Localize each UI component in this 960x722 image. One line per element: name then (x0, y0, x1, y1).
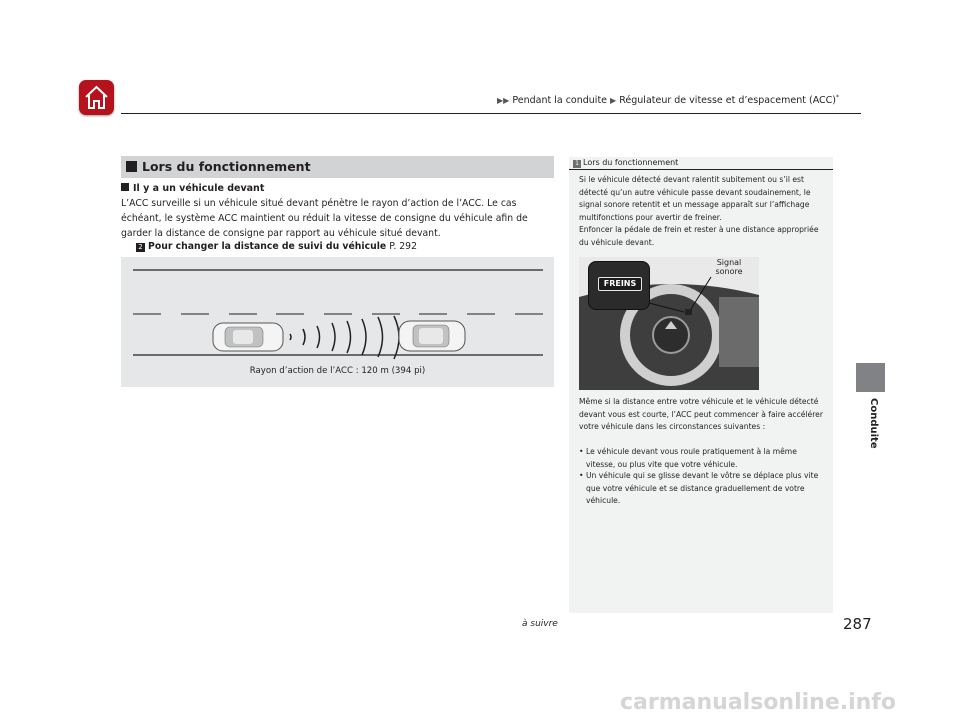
note-marker-icon: 1 (573, 160, 581, 168)
signal-callout: Signal sonore (715, 258, 743, 276)
breadcrumb-item-driving[interactable]: Pendant la conduite (512, 95, 608, 107)
reference-arrow-icon: 2 (136, 243, 145, 252)
lead-car-icon (399, 321, 465, 351)
sidebar-paragraph-1: Si le véhicule détecté devant ralentit subitement ou s’il est détecté qu’un autre véhicule passe devant soudainement, le signal sonore retentit et un message apparaît sur l’affichage multifonctions pour avertir de freiner. Enfoncer la pédale de frein et rester à une distance appropriée du véhicule devant. (579, 175, 819, 247)
own-car-icon (213, 323, 283, 351)
breadcrumb-arrow-icon: ▶▶ (497, 96, 510, 106)
continued-note: à suivre (522, 619, 558, 629)
asterisk: * (836, 94, 839, 101)
section-square-icon (126, 161, 137, 172)
acc-range-diagram (121, 257, 554, 387)
home-button[interactable] (79, 80, 114, 115)
sidebar-paragraph-2: Même si la distance entre votre véhicule et le véhicule détecté devant vous est courte, l’ACC peut commencer à faire accélérer votre véhicule dans les circonstances suivantes : (579, 397, 823, 432)
breadcrumb (497, 94, 839, 106)
breadcrumb-arrow-icon: ▶ (610, 96, 617, 106)
home-icon (83, 84, 110, 111)
list-item: • Un véhicule qui se glisse devant le vôtre se déplace plus vite que votre véhicule et se distance graduellement de votre véhicule. (579, 471, 819, 506)
sub-heading: Il y a un véhicule devant (121, 183, 264, 194)
page-number: 287 (843, 615, 872, 633)
radar-waves-icon (290, 316, 399, 359)
sidebar-heading: 1 Lors du fonctionnement (573, 158, 678, 168)
bullet-icon: • (579, 447, 584, 456)
diagram-caption: Rayon d’action de l’ACC : 120 m (394 pi) (249, 366, 426, 376)
sidebar-divider (569, 169, 833, 170)
chapter-tab[interactable] (856, 363, 885, 392)
section-header (121, 156, 554, 178)
cross-reference-link[interactable]: 2 Pour changer la distance de suivi du véhicule P. 292 (136, 241, 417, 252)
header-divider (121, 113, 861, 114)
sub-heading-square-icon (121, 183, 129, 191)
chapter-label: Conduite (868, 398, 879, 449)
brake-warning-display (588, 261, 650, 310)
watermark: carmanualsonline.info (620, 690, 896, 715)
bullet-icon: • (579, 471, 584, 480)
section-title: Lors du fonctionnement (142, 159, 311, 174)
breadcrumb-item-acc[interactable]: Régulateur de vitesse et d’espacement (ACC) (619, 95, 836, 107)
body-paragraph: L’ACC surveille si un véhicule situé devant pénètre le rayon d’action de l’ACC. Le cas échéant, le système ACC maintient ou réduit la vitesse de consigne du véhicule afin de garder la distance de consigne par rapport au véhicule situé devant. (121, 198, 528, 240)
brake-warning-text: FREINS (598, 277, 642, 291)
list-item: • Le véhicule devant vous roule pratiquement à la même vitesse, ou plus vite que votre véhicule. (579, 447, 797, 469)
